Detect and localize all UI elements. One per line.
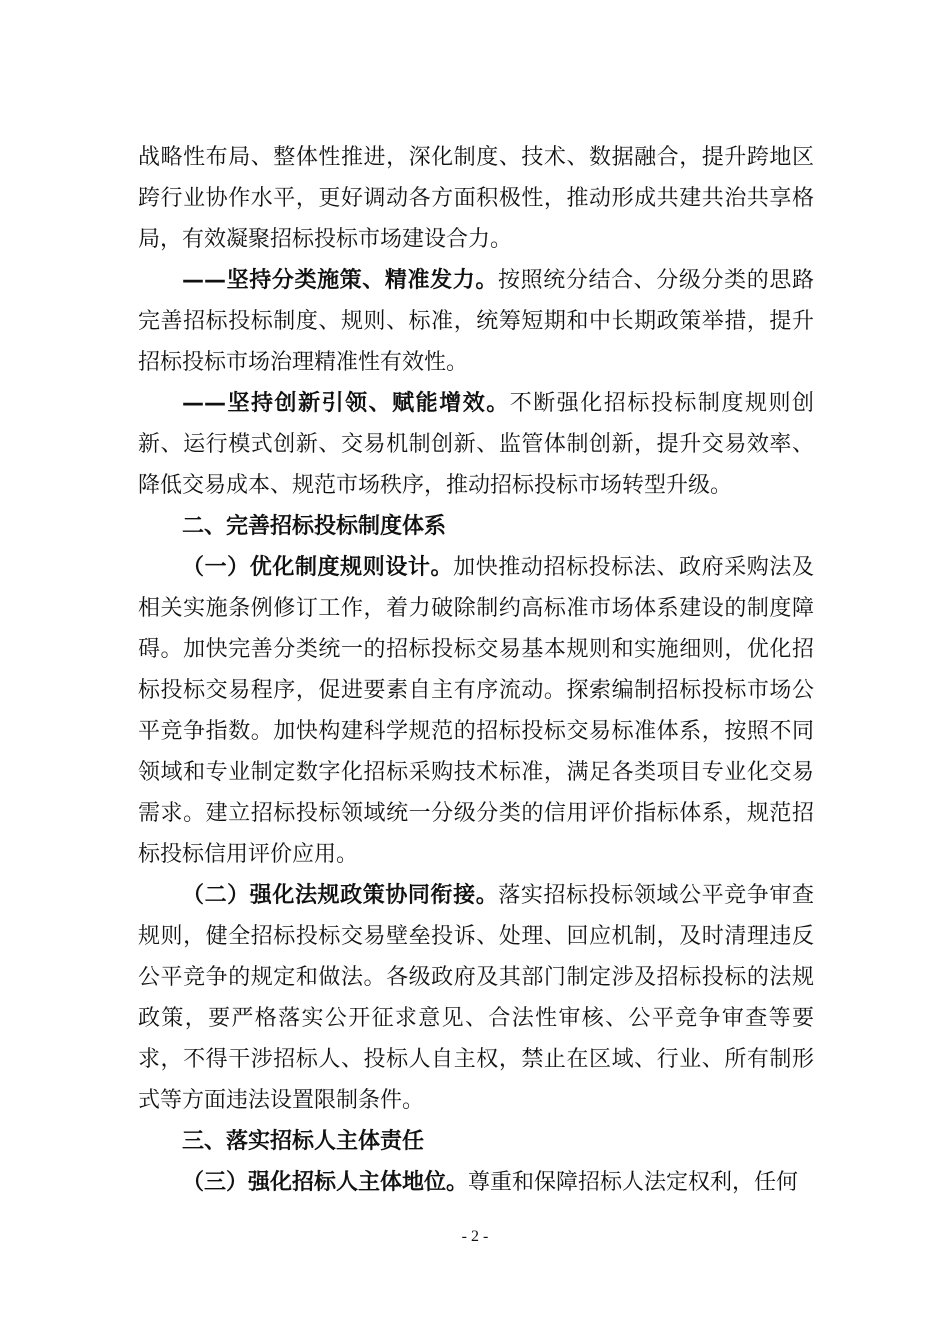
paragraph-principle-classified-policy bbox=[138, 260, 814, 383]
paragraph-text: 尊重和保障招标人法定权利，任何 bbox=[468, 1170, 799, 1195]
paragraph-item-2 bbox=[138, 875, 814, 1121]
paragraph-lead: （二）强化法规政策协同衔接。 bbox=[182, 883, 499, 908]
paragraph-lead: （三）强化招标人主体地位。 bbox=[182, 1170, 469, 1195]
paragraph-lead: ——坚持创新引领、赋能增效。 bbox=[182, 391, 510, 416]
paragraph-text: 加快推动招标投标法、政府采购法及相关实施条例修订工作，着力破除制约高标准市场体系建设的制度障碍。加快完善分类统一的招标投标交易基本规则和实施细则，优化招标投标交易程序，促进要素自主有序流动。探索编制招标投标市场公平竞争指数。加快构建科学规范的招标投标交易标准体系，按照不同领域和专业制定数字化招标采购技术标准，满足各类项目专业化交易需求。建立招标投标领域统一分级分类的信用评价指标体系，规范招标投标信用评价应用。 bbox=[138, 555, 814, 867]
body-text bbox=[138, 137, 814, 1203]
page-number: - 2 - bbox=[461, 1228, 489, 1245]
paragraph-continuation bbox=[138, 137, 814, 260]
paragraph-lead: ——坚持分类施策、精准发力。 bbox=[182, 268, 498, 293]
paragraph-lead: （一）优化制度规则设计。 bbox=[182, 555, 454, 580]
paragraph-principle-innovation bbox=[138, 383, 814, 506]
section-heading-2: 二、完善招标投标制度体系 bbox=[182, 514, 447, 539]
paragraph-text: 按照统分结合、分级分类的思路完善招标投标制度、规则、标准，统筹短期和中长期政策举措，提升招标投标市场治理精准性有效性。 bbox=[138, 268, 814, 375]
paragraph-text: 落实招标投标领域公平竞争审查规则，健全招标投标交易壁垒投诉、处理、回应机制，及时清理违反公平竞争的规定和做法。各级政府及其部门制定涉及招标投标的法规政策，要严格落实公开征求意见、合法性审核、公平竞争审查等要求，不得干涉招标人、投标人自主权，禁止在区域、行业、所有制形式等方面违法设置限制条件。 bbox=[138, 883, 814, 1113]
paragraph-item-1 bbox=[138, 547, 814, 875]
section-heading-3: 三、落实招标人主体责任 bbox=[182, 1129, 425, 1154]
paragraph-text: 不断强化招标投标制度规则创新、运行模式创新、交易机制创新、监管体制创新，提升交易效率、降低交易成本、规范市场秩序，推动招标投标市场转型升级。 bbox=[138, 391, 814, 498]
paragraph-text: 战略性布局、整体性推进，深化制度、技术、数据融合，提升跨地区跨行业协作水平，更好调动各方面积极性，推动形成共建共治共享格局，有效凝聚招标投标市场建设合力。 bbox=[138, 145, 814, 252]
paragraph-item-3 bbox=[138, 1162, 814, 1203]
